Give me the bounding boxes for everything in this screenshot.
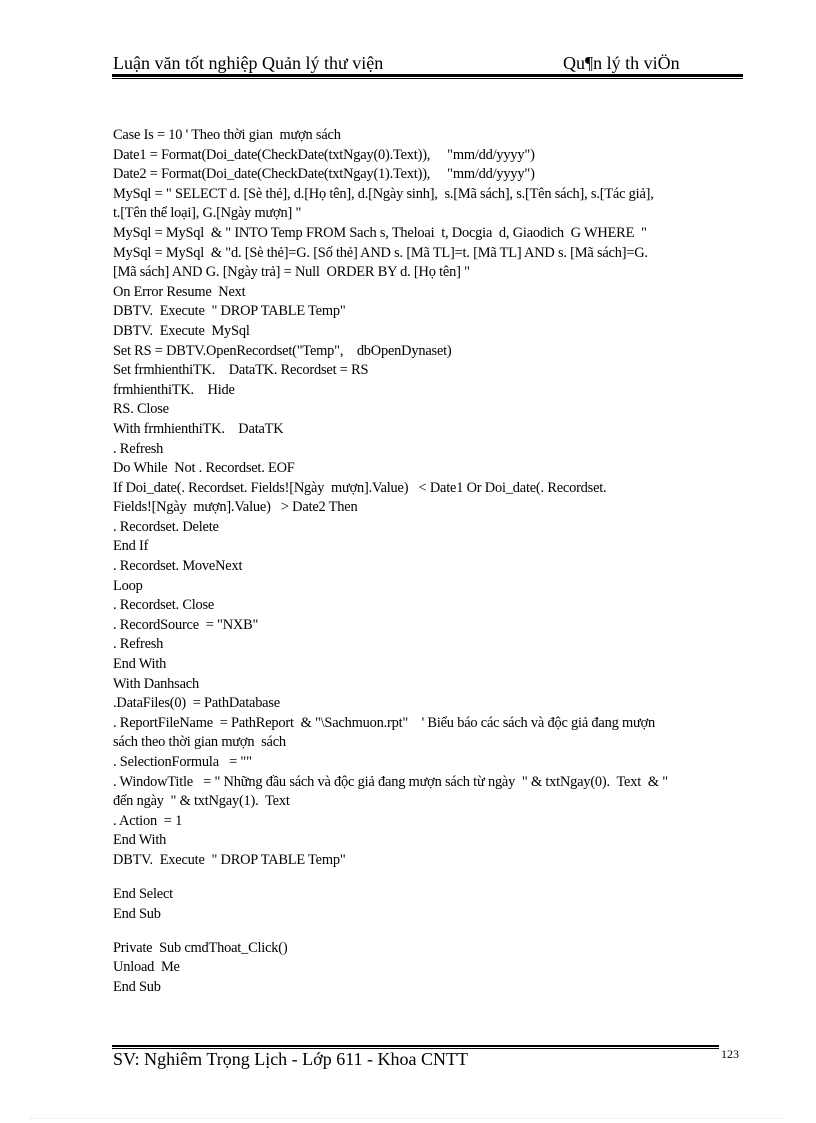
code-line: With frmhienthiTK. DataTK bbox=[113, 420, 284, 437]
code-line: With Danhsach bbox=[113, 675, 199, 692]
code-line: [Mã sách] AND G. [Ngày trả] = Null ORDER BY d. [Họ tên] " bbox=[113, 264, 470, 281]
code-line bbox=[113, 871, 738, 886]
code-line: . WindowTitle = " Những đầu sách và độc giả đang mượn sách từ ngày " & txtNgay(0). Text & " bbox=[113, 773, 668, 790]
code-line: MySql = " SELECT d. [Sè thẻ], d.[Họ tên], d.[Ngày sinh], s.[Mã sách], s.[Tên sách], s.[Tác giả], bbox=[113, 185, 654, 202]
code-line: Unload Me bbox=[113, 959, 180, 976]
code-line: Set frmhienthiTK. DataTK. Recordset = RS bbox=[113, 362, 369, 379]
code-line: Date1 = Format(Doi_date(CheckDate(txtNgay(0).Text)), "mm/dd/yyyy") bbox=[113, 146, 535, 163]
code-line: . ReportFileName = PathReport & "\Sachmuon.rpt" ' Biểu báo các sách và độc giả đang mượn bbox=[113, 714, 656, 731]
code-line: đến ngày " & txtNgay(1). Text bbox=[113, 793, 290, 810]
footer-author: SV: Nghiêm Trọng Lịch - Lớp 611 - Khoa CNTT bbox=[113, 1049, 468, 1069]
code-line: RS. Close bbox=[113, 401, 169, 418]
code-line: Fields![Ngày mượn].Value) > Date2 Then bbox=[113, 499, 358, 516]
code-line: . Recordset. Delete bbox=[113, 518, 219, 535]
code-line: . Recordset. MoveNext bbox=[113, 558, 243, 575]
code-line: . SelectionFormula = "" bbox=[113, 754, 252, 770]
page-edge-divider bbox=[30, 1118, 786, 1119]
code-line: Loop bbox=[113, 577, 143, 594]
code-line: Set RS = DBTV.OpenRecordset("Temp", dbOpenDynaset) bbox=[113, 342, 452, 359]
code-line: Do While Not . Recordset. EOF bbox=[113, 460, 295, 477]
code-line: MySql = MySql & " INTO Temp FROM Sach s, Theloai t, Docgia d, Giaodich G WHERE " bbox=[113, 224, 647, 241]
code-line bbox=[113, 924, 738, 939]
page-number: 123 bbox=[721, 1047, 739, 1061]
code-line: .DataFiles(0) = PathDatabase bbox=[113, 695, 280, 712]
code-line: If Doi_date(. Recordset. Fields![Ngày mượn].Value) < Date1 Or Doi_date(. Recordset. bbox=[113, 479, 607, 496]
code-line: DBTV. Execute " DROP TABLE Temp" bbox=[113, 851, 346, 868]
code-line: DBTV. Execute MySql bbox=[113, 322, 250, 339]
code-line: frmhienthiTK. Hide bbox=[113, 381, 235, 398]
code-line: Private Sub cmdThoat_Click() bbox=[113, 939, 288, 956]
code-line: End Select bbox=[113, 886, 173, 903]
header-section-title: Qu¶n lý th viÖn bbox=[563, 53, 680, 73]
code-line: . Recordset. Close bbox=[113, 597, 215, 614]
code-line: Case Is = 10 ' Theo thời gian mượn sách bbox=[113, 127, 341, 143]
code-line: End Sub bbox=[113, 905, 161, 922]
code-line: End Sub bbox=[113, 978, 161, 995]
code-line: Date2 = Format(Doi_date(CheckDate(txtNgay(1).Text)), "mm/dd/yyyy") bbox=[113, 166, 535, 183]
code-line: sách theo thời gian mượn sách bbox=[113, 734, 286, 751]
code-line: End If bbox=[113, 538, 149, 555]
header-divider bbox=[112, 74, 743, 79]
header-title: Luận văn tốt nghiệp Quản lý thư viện bbox=[113, 53, 384, 73]
code-line: . RecordSource = "NXB" bbox=[113, 616, 259, 633]
code-line: t.[Tên thể loại], G.[Ngày mượn] " bbox=[113, 205, 302, 222]
code-line: End With bbox=[113, 832, 167, 849]
code-line: DBTV. Execute " DROP TABLE Temp" bbox=[113, 303, 346, 320]
code-listing bbox=[113, 126, 738, 998]
code-line: MySql = MySql & "d. [Sè thẻ]=G. [Số thẻ] AND s. [Mã TL]=t. [Mã TL] AND s. [Mã sách]=G. bbox=[113, 244, 648, 261]
code-line: On Error Resume Next bbox=[113, 283, 246, 300]
code-line: . Refresh bbox=[113, 636, 164, 653]
code-line: . Action = 1 bbox=[113, 812, 183, 829]
code-line: . Refresh bbox=[113, 440, 164, 457]
code-line: End With bbox=[113, 656, 167, 673]
